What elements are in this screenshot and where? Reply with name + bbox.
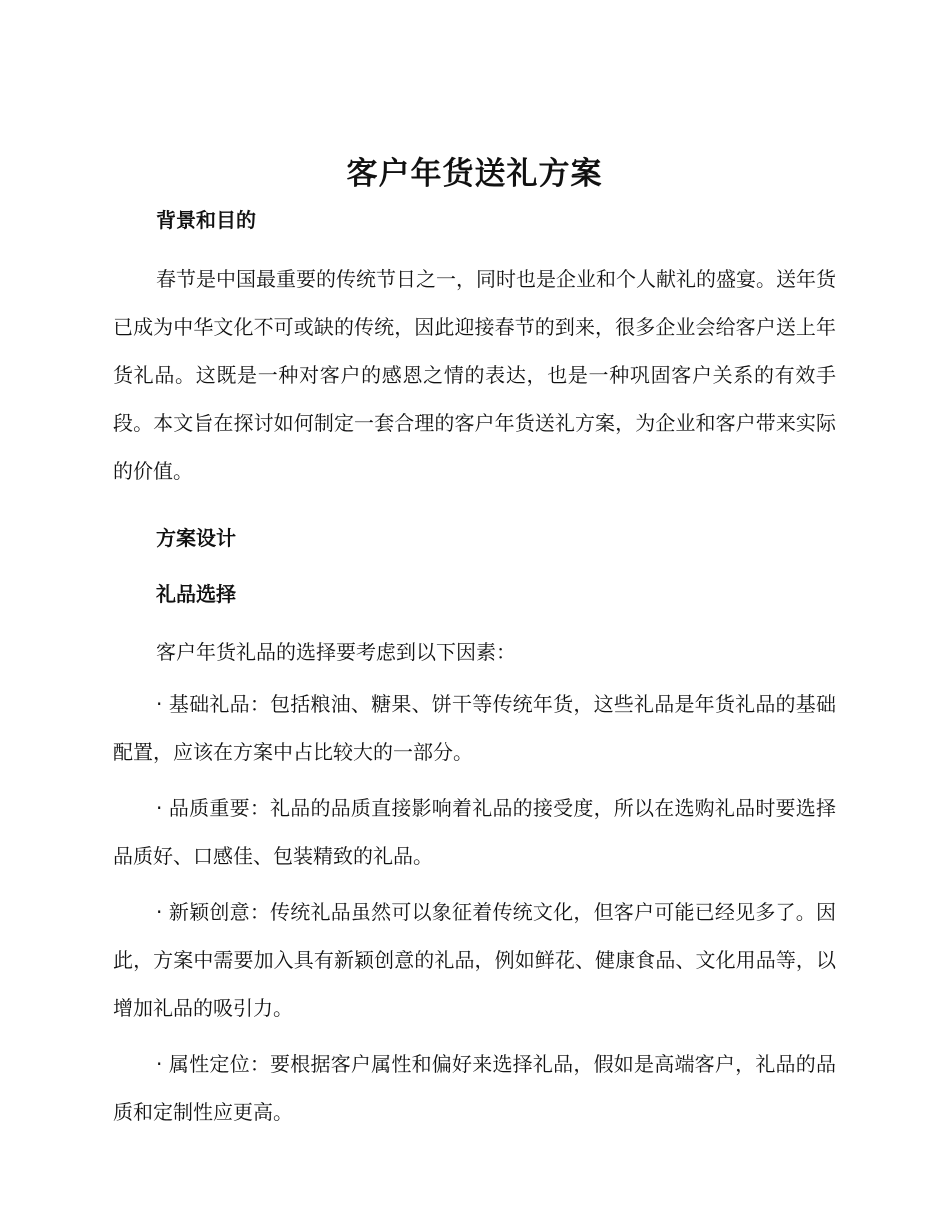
gift-factor-item: · 基础礼品：包括粮油、糖果、饼干等传统年货，这些礼品是年货礼品的基础配置，应该在方案中占比较大的一部分。 <box>113 692 836 764</box>
section-heading-plan: 方案设计 <box>156 526 236 550</box>
gift-factor-item: · 新颖创意：传统礼品虽然可以象征着传统文化，但客户可能已经见多了。因此，方案中需要加入具有新颖创意的礼品，例如鲜花、健康食品、文化用品等，以增加礼品的吸引力。 <box>113 900 836 1020</box>
document-title: 客户年货送礼方案 <box>346 156 603 192</box>
gift-factor-item: · 属性定位：要根据客户属性和偏好来选择礼品，假如是高端客户，礼品的品质和定制性应更高。 <box>113 1052 836 1124</box>
background-paragraph: 春节是中国最重要的传统节日之一，同时也是企业和个人献礼的盛宴。送年货已成为中华文化不可或缺的传统，因此迎接春节的到来，很多企业会给客户送上年货礼品。这既是一种对客户的感恩之情的表达，也是一种巩固客户关系的有效手段。本文旨在探讨如何制定一套合理的客户年货送礼方案，为企业和客户带来实际的价值。 <box>113 267 836 483</box>
gift-intro-paragraph: 客户年货礼品的选择要考虑到以下因素： <box>156 640 516 664</box>
gift-factor-item: · 品质重要：礼品的品质直接影响着礼品的接受度，所以在选购礼品时要选择品质好、口感佳、包装精致的礼品。 <box>113 796 836 868</box>
section-heading-gift-selection: 礼品选择 <box>156 582 236 606</box>
section-heading-background: 背景和目的 <box>156 208 256 232</box>
